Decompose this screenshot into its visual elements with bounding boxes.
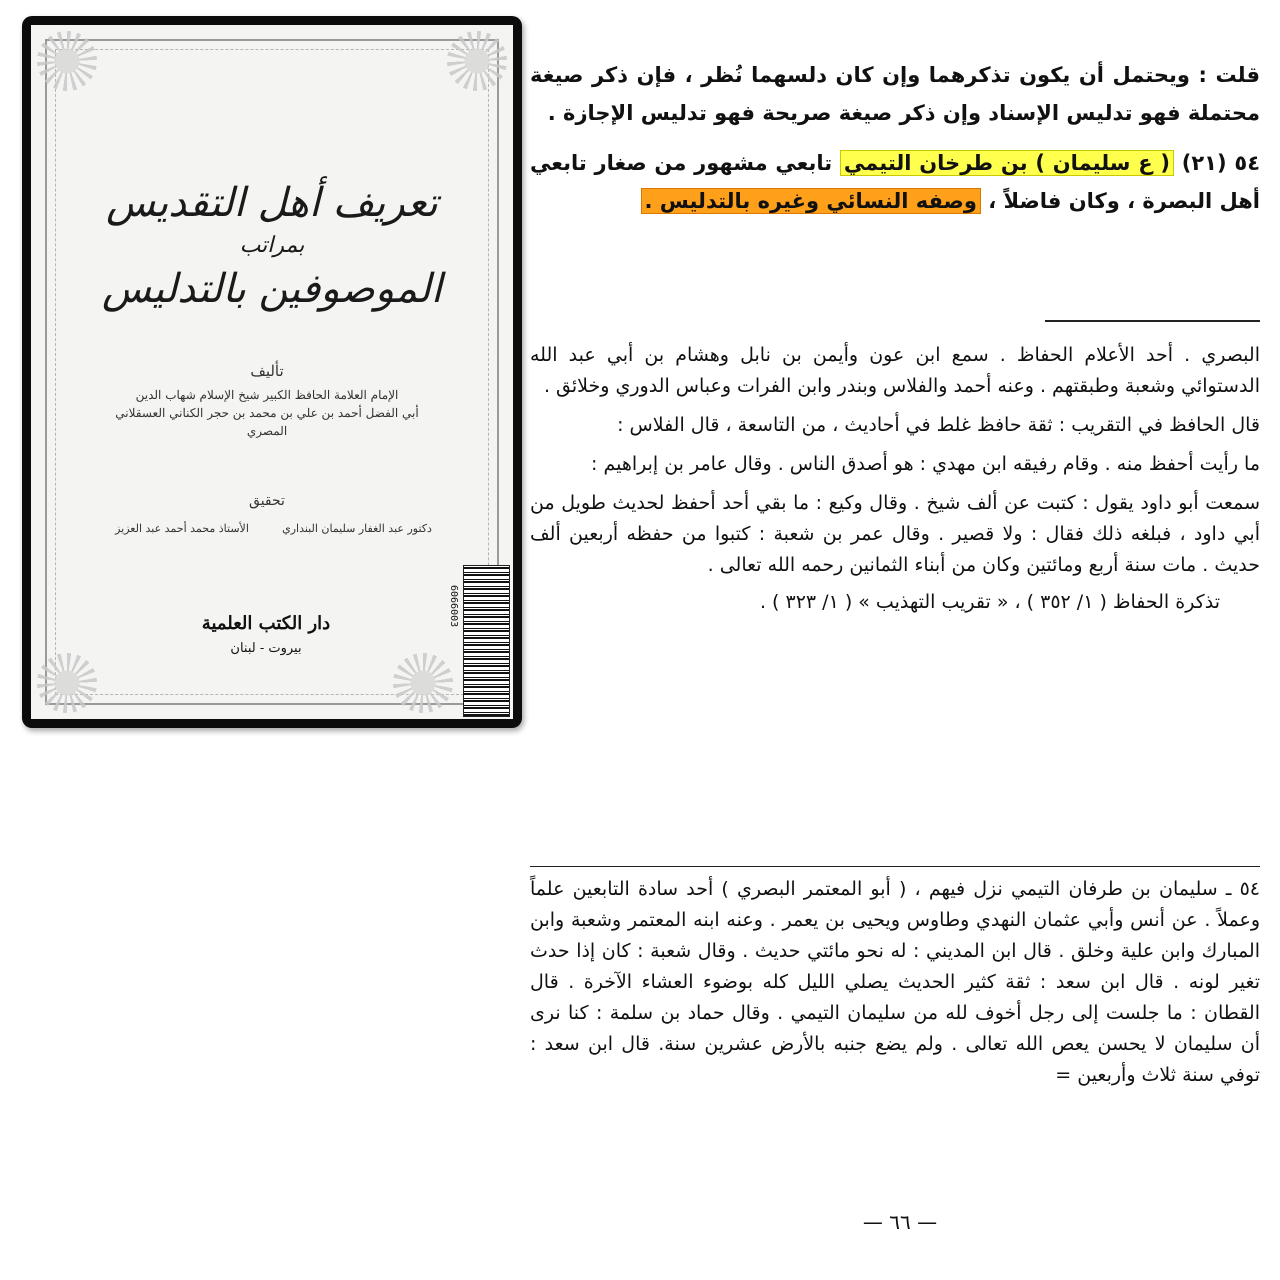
footnote-separator xyxy=(530,866,1260,867)
footnote-1-quote: ما رأيت أحفظ منه . وقام رفيقه ابن مهدي : هو أصدق الناس . وقال عامر بن إبراهيم : xyxy=(591,453,1260,475)
entry-paragraph xyxy=(530,144,1260,220)
footnote-2-text: ٥٤ ـ سليمان بن طرفان التيمي نزل فيهم ، ( أبو المعتمر البصري ) أحد سادة التابعين علماً وعملاً . عن أنس وأبي عثمان النهدي وطاوس ويحيى بن يعمر . وعنه ابنه المعتمر وشعبة وابن المبارك وابن علية وخلق . قال ابن المديني : له نحو مائتي حديث . وقال شعبة : كان إذا حدث تغير لونه . قال ابن سعد : ثقة كثير الحديث يصلي الليل كله بوضوء العشاء الآخرة . قال القطان : ما جلست إلى رجل أخوف لله من سليمان التيمي . وقال حماد بن سلمة : كنا نرى أن سليمان لا يحسن يعص الله تعالى . ولم يضع جنبه بالأرض عشرين سنة. قال ابن سعد : توفي سنة ثلاث وأربعين = xyxy=(530,878,1260,1086)
page-number: — ٦٦ — xyxy=(862,1210,938,1234)
barcode-number: 6066003 xyxy=(448,585,459,628)
highlight-tadlis-note: وصفه النسائي وغيره بالتدليس . xyxy=(641,188,981,214)
highlight-narrator-name: ( ع سليمان ) بن طرخان التيمي xyxy=(840,150,1174,176)
barcode xyxy=(463,565,510,717)
book-page xyxy=(530,56,1260,220)
paragraph-note: قلت : ويحتمل أن يكون تذكرهما وإن كان دلسهما نُظر ، فإن ذكر صيغة محتملة فهو تدليس الإسناد وإن ذكر صيغة صريحة فهو تدليس الإجازة . xyxy=(530,63,1260,125)
cover-author-line2: أبي الفضل أحمد بن علي بن محمد بن حجر الكناني العسقلاني xyxy=(115,406,419,420)
cover-editor-label: تحقيق xyxy=(249,493,285,509)
cover-title-line3: الموصوفين بالتدليس xyxy=(102,266,442,312)
cover-publisher: دار الكتب العلمية xyxy=(201,613,331,634)
footnote-1-intro: البصري . أحد الأعلام الحفاظ . سمع ابن عون وأيمن بن نابل وهشام بن أبي عبد الله الدستوائي وشعبة وطبقتهم . وعنه أحمد والفلاس وبندر وابن الفرات وعباس الدوري وخلائق . xyxy=(530,344,1260,397)
book-cover-image xyxy=(22,16,522,728)
cover-author-label: تأليف xyxy=(250,362,284,380)
cover-city: بيروت - لبنان xyxy=(230,641,302,656)
flower-ornament-icon xyxy=(447,31,507,91)
flower-ornament-icon xyxy=(37,653,97,713)
flower-ornament-icon xyxy=(37,31,97,91)
cover-author-line1: الإمام العلامة الحافظ الكبير شيخ الإسلام شهاب الدين xyxy=(135,388,399,402)
footnote-1-abudawud: سمعت أبو داود يقول : كتبت عن ألف شيخ . وقال وكيع : ما بقي أحد أحفظ لحديث طويل من أبي داود ، فبلغه ذلك فقال : ولا قصير . وقال عمر بن شعبة : كتبوا من حفظه أربعين ألف حديث . مات سنة أربع ومائتين وكان من أبناء الثمانين رحمه الله تعالى . xyxy=(530,492,1260,576)
cover-editor-left: الأستاذ محمد أحمد عبد العزيز xyxy=(115,522,249,535)
cover-title-line1: تعريف أهل التقديس xyxy=(106,180,438,226)
book-cover xyxy=(31,25,513,719)
footnote-2 xyxy=(530,874,1260,1091)
cover-title xyxy=(71,175,473,317)
footnote-rule xyxy=(1045,320,1260,322)
footnotes xyxy=(530,340,1260,618)
entry-description: تابعي مشهور من صغار تابعي أهل البصرة ، وكان فاضلاً ، xyxy=(530,151,1260,213)
cover-editor-right: دكتور عبد الغفار سليمان البنداري xyxy=(282,522,432,535)
footnote-1-references: تذكرة الحفاظ ( ١/ ٣٥٢ ) ، « تقريب التهذيب » ( ١/ ٣٢٣ ) . xyxy=(759,591,1220,613)
cover-author-line3: المصري xyxy=(246,424,288,438)
cover-title-line2: بمراتب xyxy=(239,233,305,258)
footnote-1-taqrib: قال الحافظ في التقريب : ثقة حافظ غلط في أحاديث ، من التاسعة ، قال الفلاس : xyxy=(617,414,1260,436)
entry-number: ٥٤ (٢١) xyxy=(1181,151,1261,175)
